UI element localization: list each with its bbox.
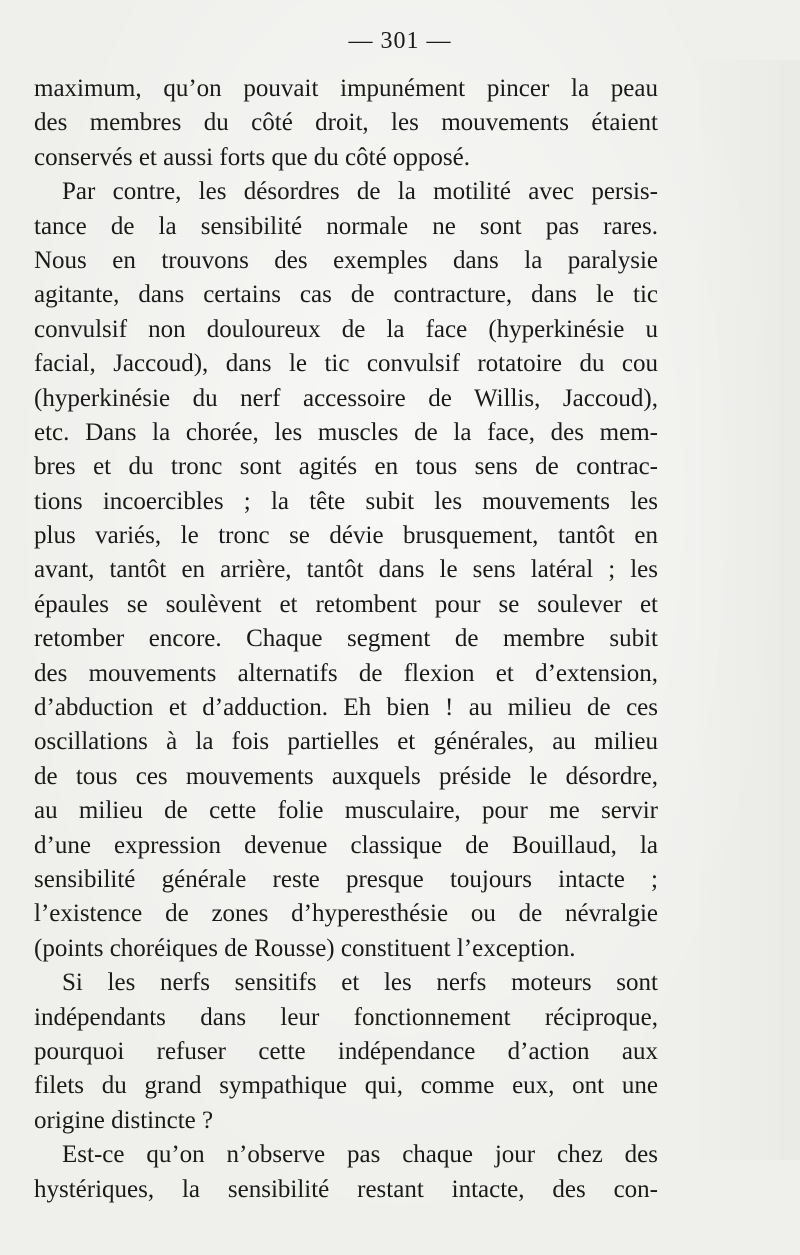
text-line: d’abduction et d’adduction. Eh bien ! au milieu de ces	[34, 694, 658, 722]
text-line: facial, Jaccoud), dans le tic convulsif rotatoire du cou	[34, 350, 658, 378]
text-line: etc. Dans la chorée, les muscles de la face, des mem-	[34, 418, 658, 446]
text-line: pourquoi refuser cette indépendance d’action aux	[34, 1037, 658, 1065]
text-line: tance de la sensibilité normale ne sont pas rares.	[34, 212, 658, 240]
text-line: conservés et aussi forts que du côté opposé.	[34, 143, 470, 171]
text-line: indépendants dans leur fonctionnement réciproque,	[34, 1003, 658, 1031]
text-line: bres et du tronc sont agités en tous sens de contrac-	[34, 453, 658, 481]
text-line: tions incoercibles ; la tête subit les mouvements les	[34, 487, 658, 515]
text-line: (hyperkinésie du nerf accessoire de Willis, Jaccoud),	[34, 384, 658, 412]
text-line: hystériques, la sensibilité restant intacte, des con-	[34, 1175, 658, 1203]
text-line: filets du grand sympathique qui, comme eux, ont une	[34, 1072, 658, 1100]
body-text	[34, 72, 658, 1207]
page-shading	[690, 60, 800, 1160]
text-line: maximum, qu’on pouvait impunément pincer la peau	[34, 75, 658, 102]
text-line: convulsif non douloureux de la face (hyperkinésie u	[34, 315, 658, 343]
text-line: oscillations à la fois partielles et générales, au milieu	[34, 728, 658, 756]
text-line: plus variés, le tronc se dévie brusquement, tantôt en	[34, 522, 658, 550]
text-line: origine distincte ?	[34, 1106, 214, 1134]
text-line: (points choréiques de Rousse) constituent l’exception.	[34, 934, 576, 962]
text-line: des membres du côté droit, les mouvements étaient	[34, 109, 658, 137]
paragraph-start-line: Si les nerfs sensitifs et les nerfs moteurs sont	[62, 969, 658, 997]
paragraph-start-line: Par contre, les désordres de la motilité avec persis-	[62, 178, 658, 206]
text-line: Nous en trouvons des exemples dans la paralysie	[34, 246, 658, 274]
text-line: d’une expression devenue classique de Bouillaud, la	[34, 831, 658, 859]
paragraph-start-line: Est-ce qu’on n’observe pas chaque jour chez des	[62, 1141, 658, 1169]
text-line: de tous ces mouvements auxquels préside le désordre,	[34, 762, 658, 790]
text-line: sensibilité générale reste presque toujours intacte ;	[34, 865, 658, 893]
text-line: au milieu de cette folie musculaire, pour me servir	[34, 797, 658, 825]
text-line: avant, tantôt en arrière, tantôt dans le sens latéral ; les	[34, 556, 658, 584]
text-line: des mouvements alternatifs de flexion et d’extension,	[34, 659, 658, 687]
text-line: retomber encore. Chaque segment de membre subit	[34, 625, 658, 653]
text-line: agitante, dans certains cas de contracture, dans le tic	[34, 281, 658, 309]
text-line: l’existence de zones d’hyperesthésie ou de névralgie	[34, 900, 658, 928]
text-line: épaules se soulèvent et retombent pour se soulever et	[34, 590, 658, 618]
page-number: — 301 —	[348, 28, 452, 54]
